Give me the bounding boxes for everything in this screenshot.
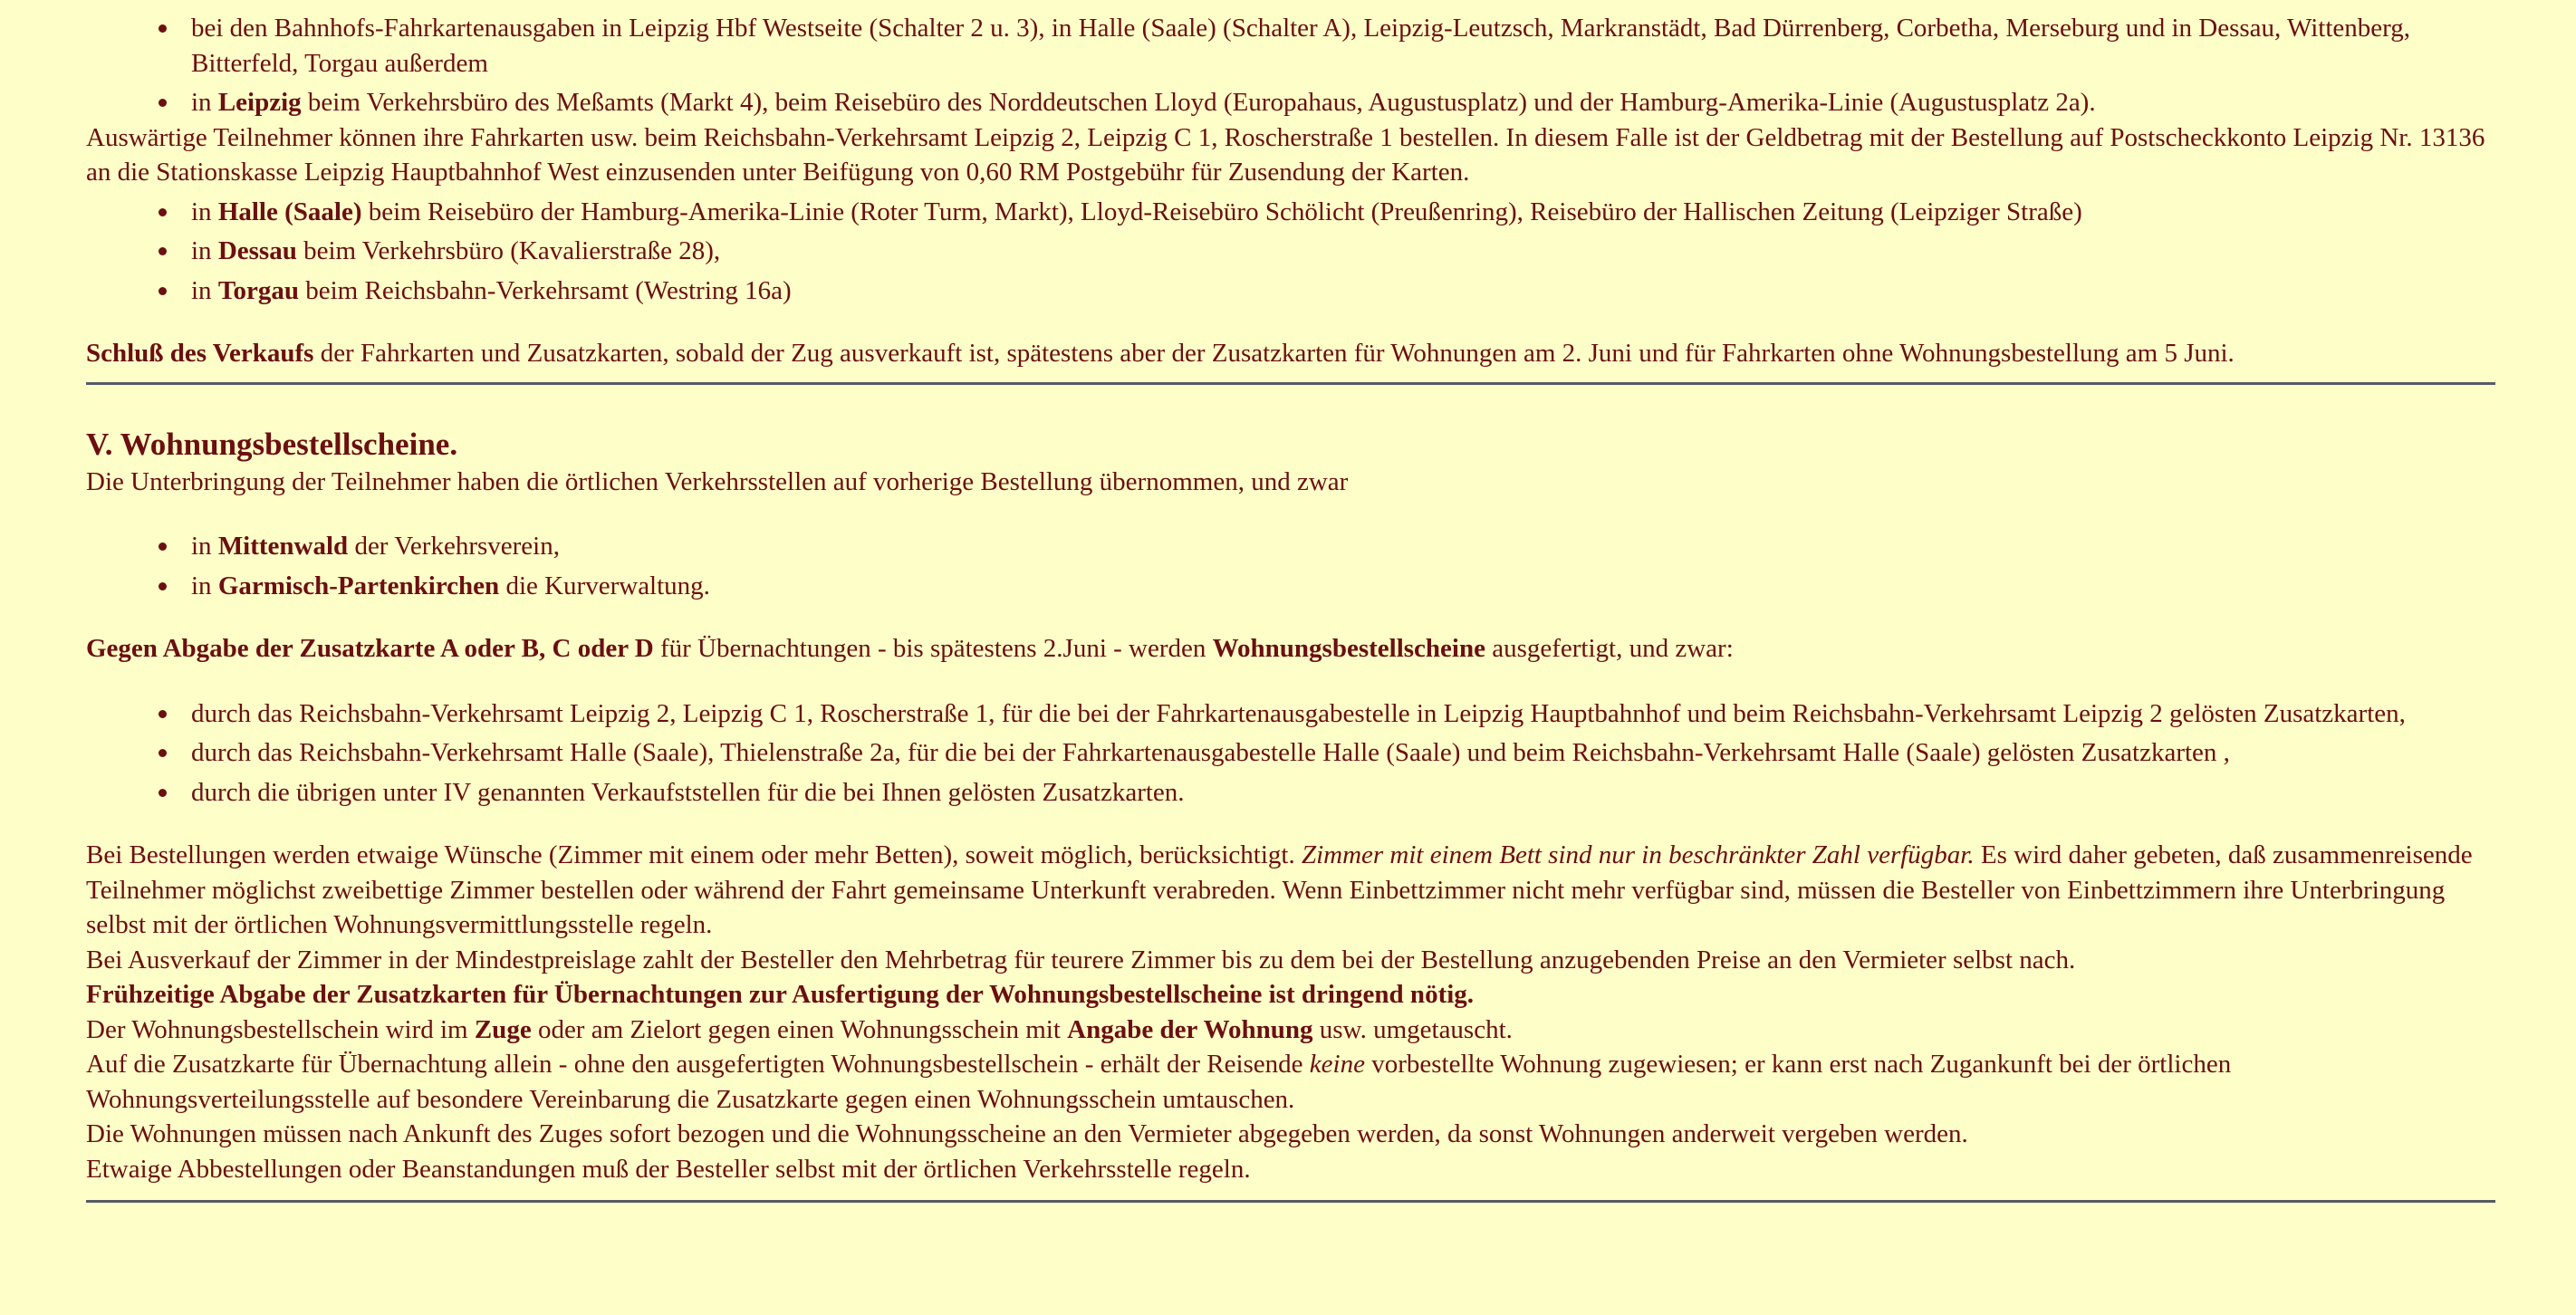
spacer	[86, 312, 2495, 336]
section-divider-bottom	[86, 1200, 2495, 1203]
list-item-mittenwald: in Mittenwald der Verkehrsverein,	[159, 529, 2495, 564]
allein-paragraph: Auf die Zusatzkarte für Übernachtung allein - ohne den ausgefertigten Wohnungsbestellschein - erhält der Reisende keine vorbestellte Wohnung zugewiesen; er kann erst nach Zugankunft bei der örtlichen Wohnungsverteilungsstelle auf besondere Vereinbarung die Zusatzkarte gegen einen Wohnungsschein umtauschen.	[86, 1050, 2232, 1114]
section-v-intro: Die Unterbringung der Teilnehmer haben die örtlichen Verkehrsstellen auf vorherige Bestellung übernommen, und zwar	[86, 466, 1349, 496]
city-dessau: Dessau	[217, 236, 297, 265]
list-item-halle: in Halle (Saale) beim Reisebüro der Hamburg-Amerika-Linie (Roter Turm, Markt), Lloyd-Reisebüro Schölicht (Preußenring), Reisebüro der Hallischen Zeitung (Leipziger Straße)	[159, 195, 2495, 230]
spacer	[86, 371, 2495, 382]
auswaertige-paragraph: Auswärtige Teilnehmer können ihre Fahrkarten usw. beim Reichsbahn-Verkehrsamt Leipzig 2, Leipzig C 1, Roscherstraße 1 bestellen. In diesem Falle ist der Geldbetrag mit der Bestellung auf Postscheckkonto Leipzig Nr. 13136 an die Stationskasse Leipzig Hauptbahnhof West einzusenden unter Beifügung von 0,60 RM Postgebühr für Zusendung der Karten.	[86, 122, 2485, 187]
bezogen-paragraph: Die Wohnungen müssen nach Ankunft des Zuges sofort bezogen und die Wohnungsscheine an den Vermieter abgegeben werden, da sonst Wohnungen anderweit vergeben werden.	[86, 1119, 1968, 1148]
city-torgau: Torgau	[217, 275, 299, 305]
schein-paragraph: Der Wohnungsbestellschein wird im Zuge oder am Zielort gegen einen Wohnungsschein mit Angabe der Wohnung usw. umgetauscht.	[86, 1014, 1513, 1044]
city-halle: Halle (Saale)	[217, 197, 362, 226]
fruehzeitig-paragraph: Frühzeitige Abgabe der Zusatzkarten für Übernachtungen zur Ausfertigung der Wohnungsbestellscheine ist dringend nötig.	[86, 980, 1475, 1009]
list-item-garmisch: in Garmisch-Partenkirchen die Kurverwaltung.	[159, 569, 2495, 604]
sales-points-list	[86, 11, 2495, 120]
spacer	[86, 1186, 2495, 1200]
gegen-paragraph: Gegen Abgabe der Zusatzkarte A oder B, C oder D für Übernachtungen - bis spätestens 2.Juni - werden Wohnungsbestellscheine ausgefertigt, und zwar:	[86, 634, 1734, 663]
list-item-durch-uebrige: durch die übrigen unter IV genannten Verkaufststellen für die bei Ihnen gelösten Zusatzkarten.	[159, 775, 2495, 811]
durch-list	[86, 696, 2495, 811]
list-item-dessau: in Dessau beim Verkehrsbüro (Kavalierstraße 28),	[159, 234, 2495, 269]
section-v-title: V. Wohnungsbestellscheine.	[86, 426, 458, 462]
bestellungen-paragraph: Bei Bestellungen werden etwaige Wünsche (Zimmer mit einem oder mehr Betten), soweit möglich, berücksichtigt. Zimmer mit einem Bett sind nur in beschränkter Zahl verfügbar. Es wird daher gebeten, daß zusammenreisende Teilnehmer möglichst zweibettige Zimmer bestellen oder während der Fahrt gemeinsame Unterkunft verabreden. Wenn Einbettzimmer nicht mehr verfügbar sind, müssen die Besteller von Einbettzimmern ihre Unterbringung selbst mit der örtlichen Wohnungsvermittlungsstelle regeln.	[86, 840, 2473, 939]
cities-list	[86, 195, 2495, 309]
ausverkauf-paragraph: Bei Ausverkauf der Zimmer in der Mindestpreislage zahlt der Besteller den Mehrbetrag für teurere Zimmer bis zu dem bei der Bestellung anzugebenden Preise an den Vermieter selbst nach.	[86, 945, 2076, 974]
list-item-bahnhofs: bei den Bahnhofs-Fahrkartenausgaben in Leipzig Hbf Westseite (Schalter 2 u. 3), in Halle (Saale) (Schalter A), Leipzig-Leutzsch, Markranstädt, Bad Dürrenberg, Corbetha, Merseburg und in Dessau, Wittenberg, Bitterfeld, Torgau außerdem	[159, 11, 2495, 81]
spacer	[86, 385, 2495, 425]
places-list	[86, 529, 2495, 603]
spacer	[86, 608, 2495, 631]
list-item-torgau: in Torgau beim Reichsbahn-Verkehrsamt (Westring 16a)	[159, 274, 2495, 309]
city-mittenwald: Mittenwald	[217, 532, 349, 561]
abbestellungen-paragraph: Etwaige Abbestellungen oder Beanstandungen muß der Besteller selbst mit der örtlichen Verkehrsstelle regeln.	[86, 1154, 1251, 1184]
city-leipzig: Leipzig	[217, 88, 302, 117]
city-garmisch: Garmisch-Partenkirchen	[217, 571, 500, 600]
list-item-durch-halle: durch das Reichsbahn-Verkehrsamt Halle (Saale), Thielenstraße 2a, für die bei der Fahrkartenausgabestelle Halle (Saale) und beim Reichsbahn-Verkehrsamt Halle (Saale) gelösten Zusatzkarten ,	[159, 735, 2495, 771]
schluss-paragraph: Schluß des Verkaufs der Fahrkarten und Zusatzkarten, sobald der Zug ausverkauft ist, spätestens aber der Zusatzkarten für Wohnungen am 2. Juni und für Fahrkarten ohne Wohnungsbestellung am 5 Juni.	[86, 339, 2235, 368]
spacer	[86, 499, 2495, 529]
spacer	[86, 667, 2495, 696]
spacer	[86, 814, 2495, 838]
list-item-leipzig: in Leipzig beim Verkehrsbüro des Meßamts (Markt 4), beim Reisebüro des Norddeutschen Lloyd (Europahaus, Augustusplatz) und der Hamburg-Amerika-Linie (Augustusplatz 2a).	[159, 85, 2495, 120]
list-item-durch-leipzig: durch das Reichsbahn-Verkehrsamt Leipzig 2, Leipzig C 1, Roscherstraße 1, für die bei der Fahrkartenausgabestelle in Leipzig Hauptbahnhof und beim Reichsbahn-Verkehrsamt Leipzig 2 gelösten Zusatzkarten,	[159, 696, 2495, 732]
